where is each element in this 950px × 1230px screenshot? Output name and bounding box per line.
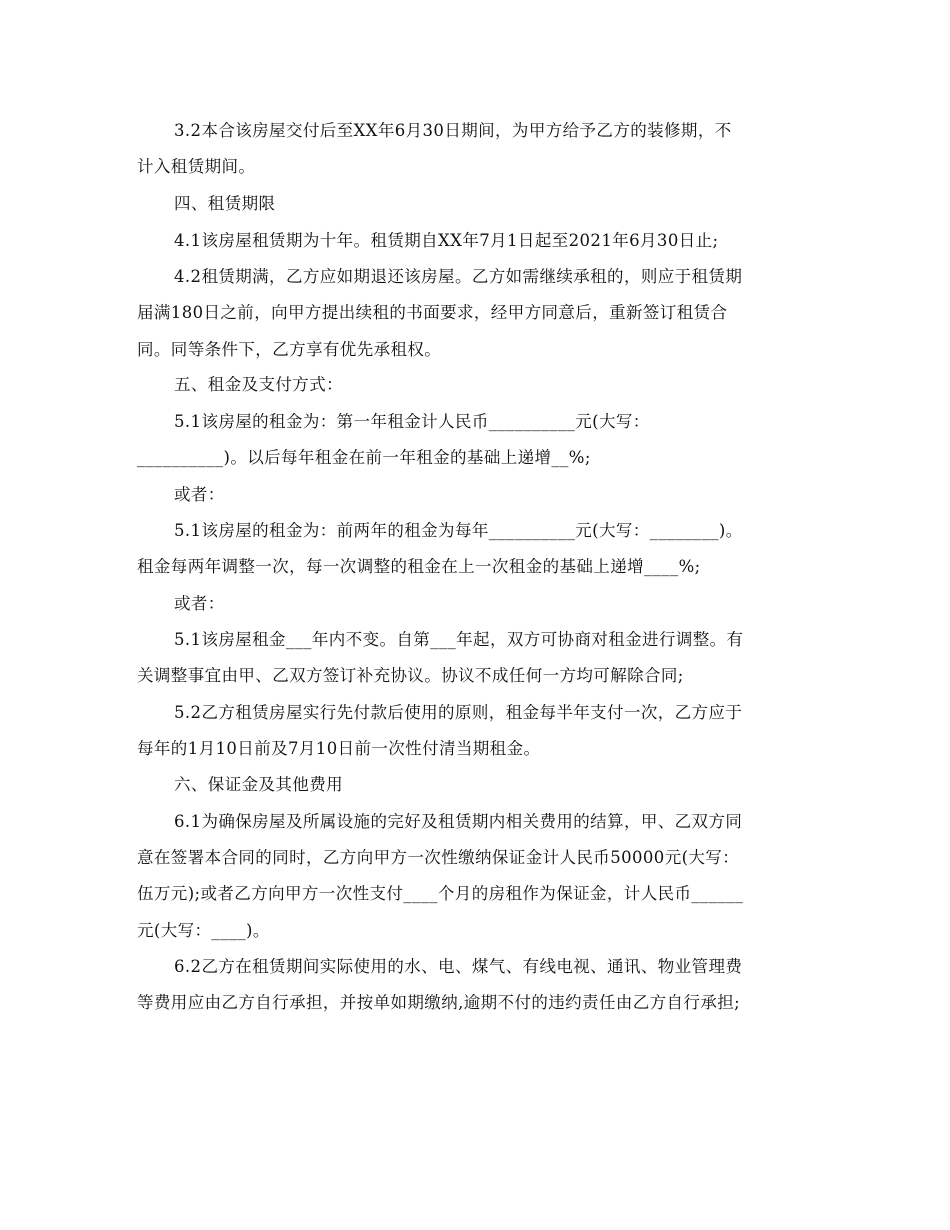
- clause-4-2-line-3: 同。同等条件下，乙方享有优先承租权。: [137, 340, 442, 359]
- clause-5-1b-line-2: 租金每两年调整一次，每一次调整的租金在上一次租金的基础上递增____%;: [137, 557, 701, 576]
- alternative-label-2: 或者：: [174, 594, 225, 613]
- clause-6-1-line-3: 伍万元);或者乙方向甲方一次性支付____个月的房租作为保证金，计人民币______: [137, 884, 744, 903]
- clause-3-2-line-2: 计入租赁期间。: [137, 157, 256, 176]
- clause-4-1: 4.1该房屋租赁期为十年。租赁期自XX年7月1日起至2021年6月30日止;: [174, 231, 719, 250]
- clause-5-1c-line-1: 5.1该房屋租金___年内不变。自第___年起，双方可协商对租金进行调整。有: [174, 630, 744, 649]
- clause-5-1a-line-2: __________)。以后每年租金在前一年租金的基础上递增__%;: [137, 448, 591, 467]
- section-5-heading: 五、租金及支付方式：: [174, 375, 343, 394]
- alternative-label-1: 或者：: [174, 485, 225, 504]
- clause-5-2-line-1: 5.2乙方租赁房屋实行先付款后使用的原则，租金每半年支付一次，乙方应于: [174, 703, 743, 722]
- clause-5-1c-line-2: 关调整事宜由甲、乙双方签订补充协议。协议不成任何一方均可解除合同;: [137, 666, 684, 685]
- clause-5-1b-line-1: 5.1该房屋的租金为：前两年的租金为每年__________元(大写：________)。: [174, 521, 743, 540]
- clause-6-2-line-1: 6.2乙方在租赁期间实际使用的水、电、煤气、有线电视、通讯、物业管理费: [174, 957, 743, 976]
- clause-5-2-line-2: 每年的1月10日前及7月10日前一次性付清当期租金。: [137, 739, 541, 758]
- section-6-heading: 六、保证金及其他费用: [174, 775, 343, 794]
- clause-6-1-line-4: 元(大写：____)。: [137, 921, 270, 940]
- section-4-heading: 四、租赁期限: [174, 194, 276, 213]
- clause-6-1-line-1: 6.1为确保房屋及所属设施的完好及租赁期内相关费用的结算，甲、乙双方同: [174, 812, 743, 831]
- clause-3-2-line-1: 3.2本合该房屋交付后至XX年6月30日期间，为甲方给予乙方的装修期，不: [174, 121, 732, 140]
- clause-4-2-line-1: 4.2租赁期满，乙方应如期退还该房屋。乙方如需继续承租的，则应于租赁期: [174, 267, 743, 286]
- clause-6-1-line-2: 意在签署本合同的同时，乙方向甲方一次性缴纳保证金计人民币50000元(大写：: [137, 848, 740, 867]
- clause-4-2-line-2: 届满180日之前，向甲方提出续租的书面要求，经甲方同意后，重新签订租赁合: [137, 303, 728, 322]
- clause-6-2-line-2: 等费用应由乙方自行承担，并按单如期缴纳,逾期不付的违约责任由乙方自行承担;: [137, 993, 741, 1012]
- clause-5-1a-line-1: 5.1该房屋的租金为：第一年租金计人民币__________元(大写：: [174, 412, 650, 431]
